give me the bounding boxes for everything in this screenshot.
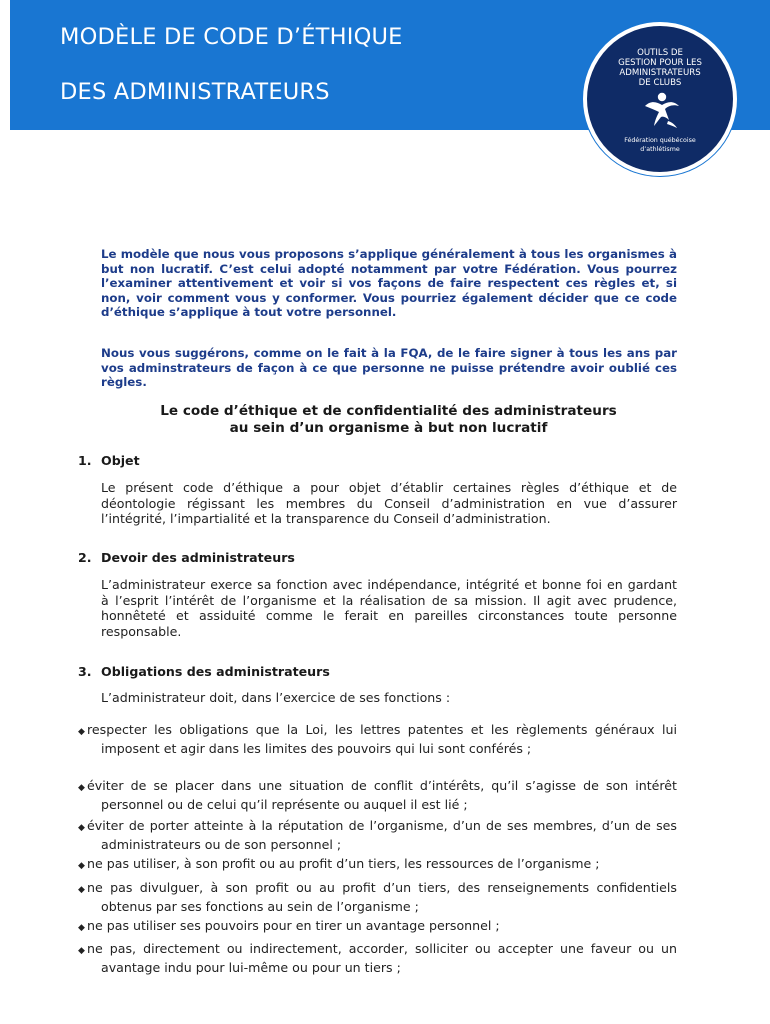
diamond-bullet-icon: ◆: [78, 727, 85, 737]
diamond-bullet-icon: ◆: [78, 823, 85, 833]
list-item: ◆ respecter les obligations que la Loi, les lettres patentes et les règlements généraux lui imposent et agir dans les limites des pouvoirs qui lui sont conférés ;: [78, 722, 677, 756]
diamond-bullet-icon: ◆: [78, 923, 85, 933]
diamond-bullet-icon: ◆: [78, 885, 85, 895]
diamond-bullet-icon: ◆: [78, 783, 85, 793]
section-number: 2.: [78, 550, 92, 565]
list-item: ◆ ne pas divulguer, à son profit ou au profit d’un tiers, des renseignements confidentiels obtenus par ses fonctions au sein de l’organisme ;: [78, 880, 677, 914]
section-text: L’administrateur doit, dans l’exercice de ses fonctions :: [101, 690, 451, 705]
list-item: ◆ éviter de se placer dans une situation de conflit d’intérêts, qu’il s’agisse de son intérêt personnel ou de celui qu’il représente ou auquel il est lié ;: [78, 778, 677, 812]
section-number: 1.: [78, 453, 92, 468]
code-heading-line1: Le code d’éthique et de confidentialité des administrateurs: [160, 403, 617, 419]
section-text: Le présent code d’éthique a pour objet d’établir certaines règles d’éthique et de déontologie régissant les membres du Conseil d’administration en vue d’assurer l’intégrité, l’impartialité et la transparence du Conseil d’administration.: [101, 480, 677, 526]
section-text: L’administrateur exerce sa fonction avec indépendance, intégrité et bonne foi en gardant à l’esprit l’intérêt de l’organisme et la réalisation de sa mission. Il agit avec prudence, honnêteté et assiduité comme le ferait en pareilles circonstances toute personne responsable.: [101, 577, 677, 639]
code-heading-line2: au sein d’un organisme à but non lucratif: [229, 420, 548, 436]
list-item: ◆ éviter de porter atteinte à la réputation de l’organisme, d’un de ses membres, d’un de ses administrateurs ou de son personnel ;: [78, 818, 677, 852]
runner-logo-icon: [639, 90, 685, 130]
intro-paragraph-2: Nous vous suggérons, comme on le fait à la FQA, de le faire signer à tous les ans par vos adminstrateurs de façon à ce que personne ne puisse prétendre avoir oublié ces règles.: [101, 346, 677, 389]
code-heading: [80, 403, 697, 437]
list-item: ◆ ne pas, directement ou indirectement, accorder, solliciter ou accepter une faveur ou un avantage indu pour lui-même ou pour un tiers ;: [78, 941, 677, 975]
document-title-line1: MODÈLE DE CODE D’ÉTHIQUE: [60, 24, 403, 50]
badge-federation-name: Fédération québécoise d’athlétisme: [624, 137, 696, 153]
list-item: ◆ ne pas utiliser, à son profit ou au profit d’un tiers, les ressources de l’organisme ;: [78, 856, 677, 875]
intro-paragraph-1: Le modèle que nous vous proposons s’applique généralement à tous les organismes à but non lucratif. C’est celui adopté notamment par votre Fédération. Vous pourrez l’examiner attentivement et voir si vos façons de faire respectent ces règles et, si non, voir comment vous y conformer. Vous pourriez également décider que ce code d’éthique s’applique à tout votre personnel.: [101, 247, 677, 319]
diamond-bullet-icon: ◆: [78, 861, 85, 871]
club-tools-badge: [583, 22, 737, 176]
section-number: 3.: [78, 664, 92, 679]
section-title: Obligations des administrateurs: [101, 664, 330, 679]
badge-caption: OUTILS DE GESTION POUR LES ADMINISTRATEURS DE CLUBS: [618, 48, 702, 88]
diamond-bullet-icon: ◆: [78, 946, 85, 956]
document-title-line2: DES ADMINISTRATEURS: [60, 79, 330, 105]
list-item: ◆ ne pas utiliser ses pouvoirs pour en tirer un avantage personnel ;: [78, 918, 677, 937]
section-title: Devoir des administrateurs: [101, 550, 295, 565]
section-title: Objet: [101, 453, 140, 468]
